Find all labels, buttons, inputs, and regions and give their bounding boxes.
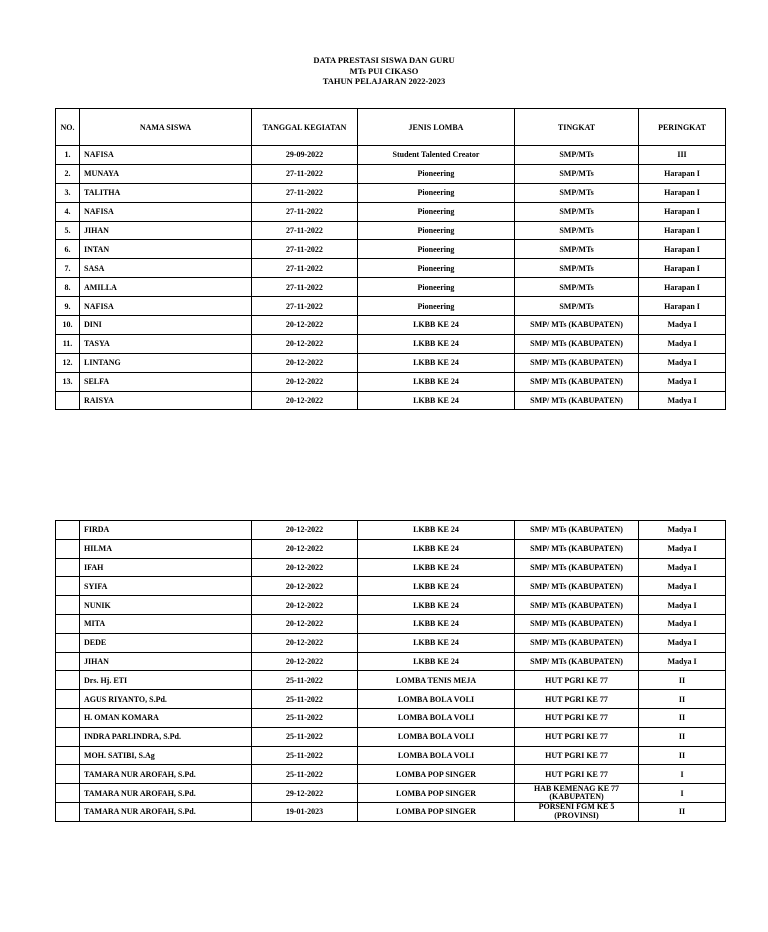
cell-tanggal: 20-12-2022	[252, 353, 358, 372]
cell-nama: SELFA	[80, 372, 252, 391]
cell-tanggal: 27-11-2022	[252, 240, 358, 259]
table-row	[56, 765, 726, 784]
cell-no	[56, 765, 80, 784]
cell-no: 8.	[56, 278, 80, 297]
table-row	[56, 372, 726, 391]
cell-tanggal: 29-12-2022	[252, 784, 358, 803]
title-line-3: TAHUN PELAJARAN 2022-2023	[322, 76, 446, 86]
cell-nama: MUNAYA	[80, 164, 252, 183]
cell-tanggal: 27-11-2022	[252, 221, 358, 240]
cell-peringkat: Harapan I	[639, 297, 726, 316]
cell-no: 4.	[56, 202, 80, 221]
cell-no	[56, 746, 80, 765]
table-row	[56, 183, 726, 202]
cell-nama: AGUS RIYANTO, S.Pd.	[80, 690, 252, 709]
cell-no: 13.	[56, 372, 80, 391]
table-row	[56, 558, 726, 577]
cell-peringkat: Madya I	[639, 652, 726, 671]
cell-tingkat: HAB KEMENAG KE 77 (KABUPATEN)	[515, 784, 639, 803]
cell-tingkat: SMP/ MTs (KABUPATEN)	[515, 521, 639, 540]
cell-jenis: LOMBA POP SINGER	[358, 765, 515, 784]
table-row	[56, 334, 726, 353]
cell-jenis: LOMBA POP SINGER	[358, 784, 515, 803]
cell-jenis: LKBB KE 24	[358, 391, 515, 410]
table-row	[56, 708, 726, 727]
cell-tingkat: SMP/MTs	[515, 259, 639, 278]
cell-tanggal: 19-01-2023	[252, 802, 358, 821]
cell-nama: AMILLA	[80, 278, 252, 297]
cell-tingkat: SMP/ MTs (KABUPATEN)	[515, 596, 639, 615]
cell-tingkat: HUT PGRI KE 77	[515, 708, 639, 727]
cell-tingkat: SMP/ MTs (KABUPATEN)	[515, 652, 639, 671]
cell-no: 5.	[56, 221, 80, 240]
cell-nama: JIHAN	[80, 221, 252, 240]
cell-tanggal: 25-11-2022	[252, 746, 358, 765]
cell-no: 9.	[56, 297, 80, 316]
cell-tanggal: 27-11-2022	[252, 278, 358, 297]
cell-jenis: LOMBA BOLA VOLI	[358, 746, 515, 765]
cell-tingkat: HUT PGRI KE 77	[515, 690, 639, 709]
cell-tingkat: SMP/MTs	[515, 240, 639, 259]
cell-no	[56, 784, 80, 803]
cell-nama: MITA	[80, 614, 252, 633]
cell-nama: H. OMAN KOMARA	[80, 708, 252, 727]
cell-peringkat: Harapan I	[639, 278, 726, 297]
cell-nama: TASYA	[80, 334, 252, 353]
table-row	[56, 633, 726, 652]
cell-no	[56, 708, 80, 727]
cell-no: 6.	[56, 240, 80, 259]
cell-jenis: Student Talented Creator	[358, 146, 515, 165]
table-row	[56, 614, 726, 633]
table-row	[56, 278, 726, 297]
cell-peringkat: Madya I	[639, 316, 726, 335]
cell-tingkat: HUT PGRI KE 77	[515, 746, 639, 765]
cell-nama: TALITHA	[80, 183, 252, 202]
cell-no	[56, 391, 80, 410]
cell-tingkat: SMP/ MTs (KABUPATEN)	[515, 353, 639, 372]
cell-tanggal: 20-12-2022	[252, 558, 358, 577]
cell-tingkat: HUT PGRI KE 77	[515, 727, 639, 746]
table-row	[56, 240, 726, 259]
col-header-no: NO.	[56, 109, 80, 146]
cell-peringkat: Madya I	[639, 633, 726, 652]
document-title	[0, 55, 768, 87]
cell-tanggal: 25-11-2022	[252, 765, 358, 784]
table-row	[56, 690, 726, 709]
cell-no: 2.	[56, 164, 80, 183]
cell-nama: RAISYA	[80, 391, 252, 410]
cell-tanggal: 27-11-2022	[252, 297, 358, 316]
cell-no: 10.	[56, 316, 80, 335]
cell-jenis: Pioneering	[358, 183, 515, 202]
cell-tingkat: SMP/ MTs (KABUPATEN)	[515, 614, 639, 633]
table-row	[56, 746, 726, 765]
cell-jenis: LOMBA BOLA VOLI	[358, 690, 515, 709]
table-row	[56, 596, 726, 615]
table-row	[56, 297, 726, 316]
cell-nama: NUNIK	[80, 596, 252, 615]
cell-peringkat: II	[639, 671, 726, 690]
cell-nama: LINTANG	[80, 353, 252, 372]
cell-nama: TAMARA NUR AROFAH, S.Pd.	[80, 802, 252, 821]
cell-no	[56, 690, 80, 709]
achievement-table-1	[55, 108, 726, 410]
cell-no	[56, 802, 80, 821]
cell-jenis: LKBB KE 24	[358, 577, 515, 596]
cell-tingkat: SMP/ MTs (KABUPATEN)	[515, 633, 639, 652]
cell-jenis: LKBB KE 24	[358, 652, 515, 671]
col-header-nama: NAMA SISWA	[80, 109, 252, 146]
title-line-2: MTs PUI CIKASO	[349, 65, 419, 76]
cell-tanggal: 20-12-2022	[252, 521, 358, 540]
cell-tingkat: SMP/MTs	[515, 146, 639, 165]
table-row	[56, 671, 726, 690]
cell-nama: NAFISA	[80, 202, 252, 221]
cell-tingkat: SMP/MTs	[515, 278, 639, 297]
col-header-tanggal: TANGGAL KEGIATAN	[252, 109, 358, 146]
table-row	[56, 391, 726, 410]
cell-jenis: Pioneering	[358, 259, 515, 278]
table-row	[56, 784, 726, 803]
cell-peringkat: II	[639, 708, 726, 727]
cell-jenis: Pioneering	[358, 278, 515, 297]
cell-no	[56, 671, 80, 690]
table-row	[56, 259, 726, 278]
cell-jenis: LKBB KE 24	[358, 633, 515, 652]
cell-jenis: LKBB KE 24	[358, 353, 515, 372]
cell-no	[56, 596, 80, 615]
cell-tingkat: HUT PGRI KE 77	[515, 671, 639, 690]
cell-tanggal: 20-12-2022	[252, 334, 358, 353]
cell-jenis: LKBB KE 24	[358, 521, 515, 540]
cell-nama: NAFISA	[80, 146, 252, 165]
cell-peringkat: I	[639, 765, 726, 784]
cell-nama: INTAN	[80, 240, 252, 259]
cell-jenis: Pioneering	[358, 164, 515, 183]
cell-nama: SASA	[80, 259, 252, 278]
cell-tanggal: 20-12-2022	[252, 652, 358, 671]
cell-jenis: LOMBA BOLA VOLI	[358, 708, 515, 727]
cell-no	[56, 652, 80, 671]
cell-tingkat: SMP/ MTs (KABUPATEN)	[515, 558, 639, 577]
cell-peringkat: Harapan I	[639, 259, 726, 278]
cell-nama: FIRDA	[80, 521, 252, 540]
cell-tanggal: 20-12-2022	[252, 596, 358, 615]
table-row	[56, 521, 726, 540]
col-header-tingkat: TINGKAT	[515, 109, 639, 146]
cell-jenis: LKBB KE 24	[358, 596, 515, 615]
cell-tingkat: SMP/ MTs (KABUPATEN)	[515, 316, 639, 335]
cell-tanggal: 20-12-2022	[252, 391, 358, 410]
cell-peringkat: Madya I	[639, 353, 726, 372]
cell-tanggal: 27-11-2022	[252, 164, 358, 183]
cell-tingkat: SMP/ MTs (KABUPATEN)	[515, 391, 639, 410]
cell-tingkat: SMP/MTs	[515, 202, 639, 221]
table-row	[56, 727, 726, 746]
cell-tanggal: 20-12-2022	[252, 614, 358, 633]
cell-no	[56, 539, 80, 558]
cell-tanggal: 27-11-2022	[252, 202, 358, 221]
cell-peringkat: Madya I	[639, 596, 726, 615]
table-row	[56, 316, 726, 335]
cell-nama: TAMARA NUR AROFAH, S.Pd.	[80, 765, 252, 784]
cell-peringkat: Harapan I	[639, 240, 726, 259]
cell-tanggal: 25-11-2022	[252, 727, 358, 746]
cell-tingkat: SMP/MTs	[515, 221, 639, 240]
cell-tingkat: SMP/ MTs (KABUPATEN)	[515, 539, 639, 558]
cell-no	[56, 577, 80, 596]
cell-tingkat: SMP/MTs	[515, 164, 639, 183]
cell-jenis: Pioneering	[358, 297, 515, 316]
cell-nama: IFAH	[80, 558, 252, 577]
cell-jenis: LKBB KE 24	[358, 372, 515, 391]
cell-tingkat: SMP/ MTs (KABUPATEN)	[515, 334, 639, 353]
cell-peringkat: II	[639, 746, 726, 765]
cell-tanggal: 25-11-2022	[252, 708, 358, 727]
cell-jenis: LKBB KE 24	[358, 539, 515, 558]
cell-tingkat: SMP/ MTs (KABUPATEN)	[515, 372, 639, 391]
cell-jenis: LOMBA TENIS MEJA	[358, 671, 515, 690]
table-header-row	[56, 109, 726, 146]
cell-tingkat: SMP/ MTs (KABUPATEN)	[515, 577, 639, 596]
cell-jenis: LOMBA POP SINGER	[358, 802, 515, 821]
cell-nama: DINI	[80, 316, 252, 335]
cell-peringkat: Madya I	[639, 539, 726, 558]
cell-peringkat: I	[639, 784, 726, 803]
cell-peringkat: III	[639, 146, 726, 165]
cell-no	[56, 521, 80, 540]
cell-nama: INDRA PARLINDRA, S.Pd.	[80, 727, 252, 746]
title-line-1: DATA PRESTASI SISWA DAN GURU	[313, 55, 455, 65]
table-row	[56, 577, 726, 596]
cell-tanggal: 25-11-2022	[252, 690, 358, 709]
table-row	[56, 221, 726, 240]
cell-peringkat: Madya I	[639, 614, 726, 633]
cell-peringkat: Madya I	[639, 558, 726, 577]
cell-tingkat: HUT PGRI KE 77	[515, 765, 639, 784]
cell-jenis: LKBB KE 24	[358, 334, 515, 353]
table-row	[56, 202, 726, 221]
achievement-table-2	[55, 520, 726, 822]
cell-no: 11.	[56, 334, 80, 353]
cell-tanggal: 20-12-2022	[252, 372, 358, 391]
table-row	[56, 353, 726, 372]
col-header-peringkat: PERINGKAT	[639, 109, 726, 146]
cell-nama: NAFISA	[80, 297, 252, 316]
table-row	[56, 146, 726, 165]
cell-tingkat: SMP/MTs	[515, 183, 639, 202]
cell-peringkat: II	[639, 802, 726, 821]
cell-jenis: Pioneering	[358, 202, 515, 221]
cell-jenis: LOMBA BOLA VOLI	[358, 727, 515, 746]
cell-nama: SYIFA	[80, 577, 252, 596]
cell-no	[56, 727, 80, 746]
cell-no	[56, 633, 80, 652]
cell-peringkat: Harapan I	[639, 164, 726, 183]
cell-no: 1.	[56, 146, 80, 165]
cell-no: 3.	[56, 183, 80, 202]
cell-nama: HILMA	[80, 539, 252, 558]
table-row	[56, 539, 726, 558]
cell-peringkat: Madya I	[639, 521, 726, 540]
cell-no	[56, 614, 80, 633]
cell-peringkat: II	[639, 690, 726, 709]
cell-peringkat: Harapan I	[639, 183, 726, 202]
cell-peringkat: Madya I	[639, 334, 726, 353]
cell-jenis: LKBB KE 24	[358, 558, 515, 577]
cell-nama: Drs. Hj. ETI	[80, 671, 252, 690]
cell-tanggal: 20-12-2022	[252, 577, 358, 596]
cell-nama: JIHAN	[80, 652, 252, 671]
cell-jenis: LKBB KE 24	[358, 614, 515, 633]
table-row	[56, 164, 726, 183]
cell-nama: DEDE	[80, 633, 252, 652]
table-body-2	[56, 521, 726, 822]
col-header-jenis: JENIS LOMBA	[358, 109, 515, 146]
cell-no: 12.	[56, 353, 80, 372]
table-body-1	[56, 146, 726, 410]
cell-jenis: LKBB KE 24	[358, 316, 515, 335]
cell-tanggal: 20-12-2022	[252, 633, 358, 652]
cell-no: 7.	[56, 259, 80, 278]
cell-tanggal: 25-11-2022	[252, 671, 358, 690]
cell-peringkat: Madya I	[639, 372, 726, 391]
cell-jenis: Pioneering	[358, 221, 515, 240]
cell-tingkat: SMP/MTs	[515, 297, 639, 316]
cell-peringkat: Harapan I	[639, 221, 726, 240]
cell-jenis: Pioneering	[358, 240, 515, 259]
cell-peringkat: II	[639, 727, 726, 746]
cell-tanggal: 27-11-2022	[252, 183, 358, 202]
table-row	[56, 652, 726, 671]
cell-nama: MOH. SATIBI, S.Ag	[80, 746, 252, 765]
cell-tanggal: 20-12-2022	[252, 539, 358, 558]
cell-tanggal: 29-09-2022	[252, 146, 358, 165]
cell-peringkat: Harapan I	[639, 202, 726, 221]
cell-tanggal: 27-11-2022	[252, 259, 358, 278]
cell-tingkat: PORSENI FGM KE 5 (PROVINSI)	[515, 802, 639, 821]
cell-peringkat: Madya I	[639, 577, 726, 596]
cell-tanggal: 20-12-2022	[252, 316, 358, 335]
cell-peringkat: Madya I	[639, 391, 726, 410]
table-row	[56, 802, 726, 821]
cell-no	[56, 558, 80, 577]
cell-nama: TAMARA NUR AROFAH, S.Pd.	[80, 784, 252, 803]
